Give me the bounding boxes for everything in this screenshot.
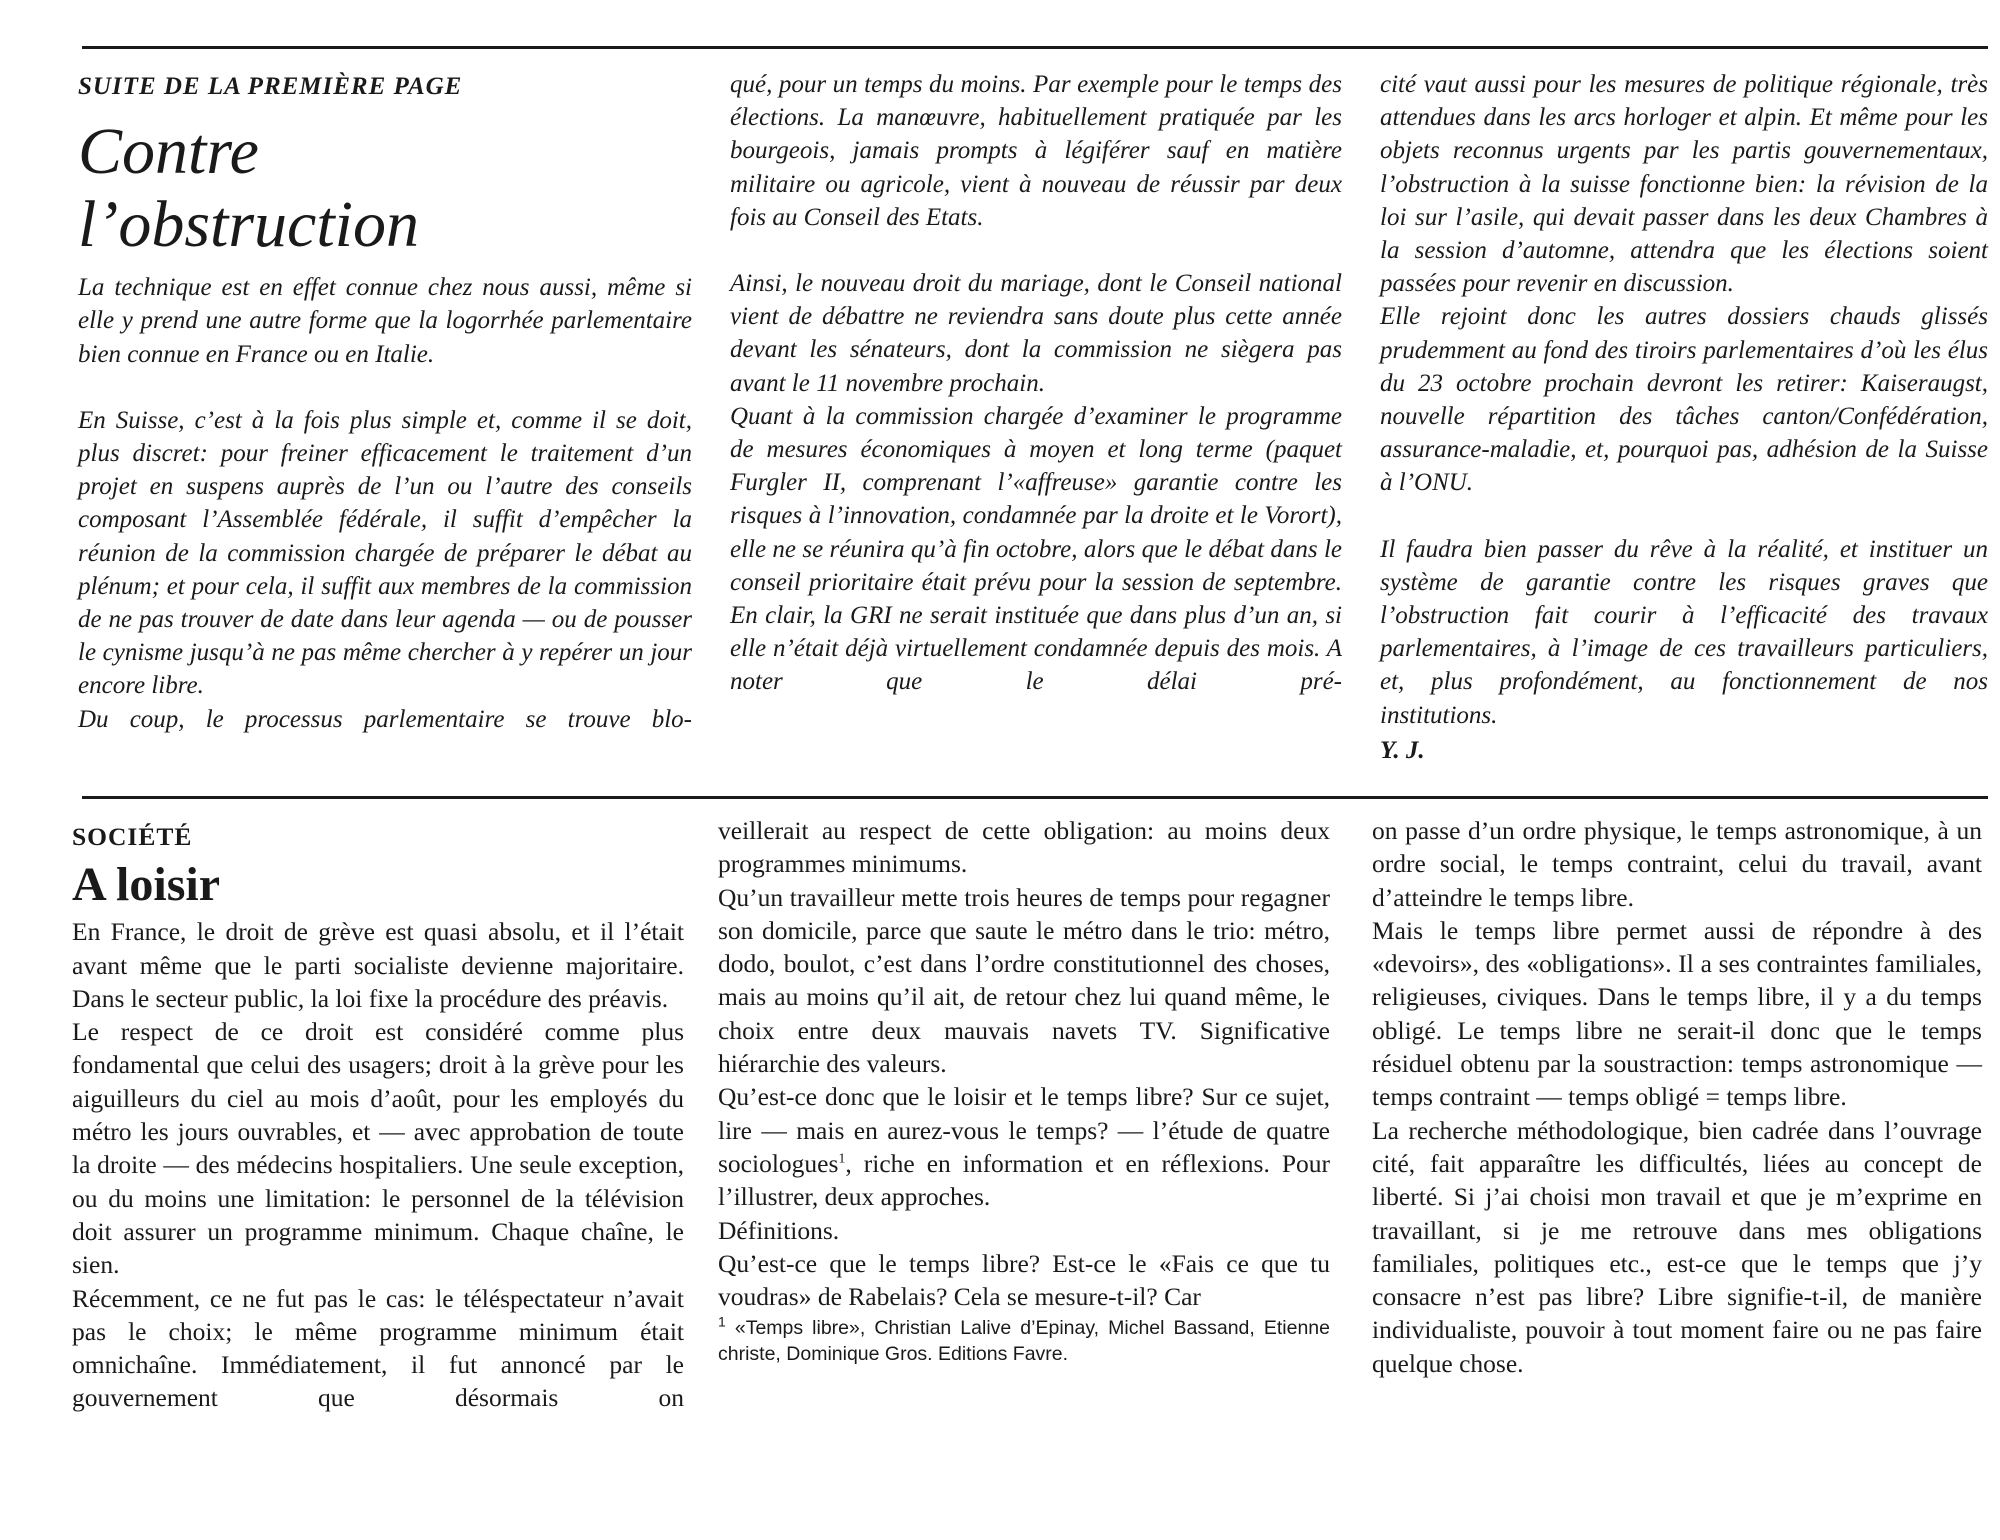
paragraph: Du coup, le processus parlementaire se trouve blo-	[78, 705, 692, 733]
paragraph: qué, pour un temps du moins. Par exemple pour le temps des élections. La manœuvre, habituellement pratiquée par les bourgeois, jamais prompts à légiférer sauf en matière militaire ou agricole, vient à nouveau de réussir par deux fois au Conseil des Etats.	[730, 71, 1342, 231]
section-divider-rule	[82, 796, 1988, 799]
top-rule	[82, 46, 1988, 49]
paragraph: En France, le droit de grève est quasi absolu, et il l’était avant même que le parti socialiste devienne majoritaire. Dans le secteur public, la loi fixe la procédure des préavis.	[72, 917, 684, 1013]
footnote-mark: 1	[718, 1313, 726, 1330]
footnote-ref: 1	[838, 1151, 846, 1167]
paragraph: on passe d’un ordre physique, le temps astronomique, à un ordre social, le temps contraint, celui du travail, avant d’atteindre le temps libre.	[1372, 816, 1982, 912]
headline-line2: l’obstruction	[78, 188, 419, 262]
paragraph-text: Qu’est-ce donc que le loisir et le temps libre? Sur ce sujet, lire — mais en aurez-vous le temps? — l’étude de quatre sociologues	[718, 1082, 1330, 1178]
paragraph: Définitions.	[718, 1215, 840, 1245]
top-article-col1	[78, 70, 692, 736]
paragraph: Il faudra bien passer du rêve à la réalité, et instituer un système de garantie contre les risques graves que l’obstruction fait courir à l’efficacité des travaux parlementaires, à l’image de ces travailleurs particuliers, et, plus profondément, au fonctionnement de nos institutions.	[1380, 535, 1988, 729]
paragraph: Récemment, ce ne fut pas le cas: le téléspectateur n’avait pas le choix; le même programme minimum était omnichaîne. Immédiatement, il fut annoncé par le gouvernement que désormais on	[72, 1283, 684, 1413]
bottom-article-kicker: SOCIÉTÉ	[72, 822, 193, 851]
top-article-col3	[1380, 68, 1988, 767]
footnote	[718, 1315, 1330, 1367]
paragraph: Qu’un travailleur mette trois heures de temps pour regagner son domicile, parce que saute le métro dans le trio: métro, dodo, boulot, c’est dans l’ordre constitutionnel des choses, mais au moins qu’il ait, de retour chez lui quand même, le choix entre deux mauvais navets TV. Significative hiérarchie des valeurs.	[718, 882, 1330, 1079]
top-article-col2	[730, 68, 1342, 699]
paragraph: Qu’est-ce que le temps libre? Est-ce le «Fais ce que tu voudras» de Rabelais? Cela se mesure-t-il? Car	[718, 1248, 1330, 1312]
paragraph: cité vaut aussi pour les mesures de politique régionale, très attendues dans les arcs horloger et alpin. Et même pour les objets reconnus urgents par les partis gouvernementaux, l’obstruction à la suisse fonctionne bien: la révision de la loi sur l’asile, qui devait passer dans les deux Chambres à la session d’automne, attendra que les élections soient passées pour revenir en discussion.	[1380, 71, 1988, 298]
bottom-article-col1	[72, 820, 684, 1415]
paragraph: veillerait au respect de cette obligation: au moins deux programmes minimums.	[718, 816, 1330, 879]
paragraph: La technique est en effet connue chez nous aussi, même si elle y prend une autre forme que la logorrhée parlementaire bien connue en France ou en Italie.	[78, 274, 692, 368]
bottom-article-headline: A loisir	[72, 858, 221, 912]
top-article-kicker: SUITE DE LA PREMIÈRE PAGE	[78, 73, 463, 100]
top-article-headline	[78, 115, 692, 261]
signature: Y. J.	[1380, 736, 1425, 764]
bottom-article-col2	[718, 814, 1330, 1367]
paragraph-with-note	[718, 1080, 1330, 1213]
paragraph: Mais le temps libre permet aussi de répondre à des «devoirs», des «obligations». Il a ses contraintes familiales, religieuses, civiques. Dans le temps libre, il y a du temps obligé. Le temps libre ne serait-il donc que le temps résiduel obtenu par la soustraction: temps astronomique — temps contraint — temps obligé = temps libre.	[1372, 915, 1982, 1112]
paragraph: En Suisse, c’est à la fois plus simple et, comme il se doit, plus discret: pour freiner efficacement le traitement d’un projet en suspens auprès de l’un ou l’autre des conseils composant l’Assemblée fédérale, il suffit d’empêcher la réunion de la commission chargée de préparer le débat au plénum; et pour cela, il suffit aux membres de la commission de ne pas trouver de date dans leur agenda — ou de pousser le cynisme jusqu’à ne pas même chercher à y repérer un jour encore libre.	[78, 406, 692, 700]
paragraph: Quant à la commission chargée d’examiner le programme de mesures économiques à moyen et long terme (paquet Furgler II, comprenant l’«affreuse» garantie contre les risques à l’innovation, condamnée par la droite et le Vorort), elle ne se réunira qu’à fin octobre, alors que le débat dans le conseil prioritaire était prévu pour la session de septembre. En clair, la GRI ne serait instituée que dans plus d’un an, si elle n’était déjà virtuellement condamnée depuis des mois. A noter que le délai pré-	[730, 402, 1342, 696]
paragraph: Ainsi, le nouveau droit du mariage, dont le Conseil national vient de débattre ne reviendra sans doute plus cette année devant les sénateurs, dont la commission ne siègera pas avant le 11 novembre prochain.	[730, 270, 1342, 397]
headline-line1: Contre	[78, 115, 259, 189]
bottom-article-col3	[1372, 814, 1982, 1380]
paragraph: Elle rejoint donc les autres dossiers chauds glissés prudemment au fond des tiroirs parlementaires d’où les élus du 23 octobre prochain devront les retirer: Kaiseraugst, nouvelle répartition des tâches canton/Confédération, assurance-maladie, et, pourquoi pas, adhésion de la Suisse à l’ONU.	[1380, 303, 1988, 497]
paragraph-text-cont: , riche en information et en réflexions. Pour l’illustrer, deux approches.	[718, 1148, 1330, 1212]
paragraph: Le respect de ce droit est considéré comme plus fondamental que celui des usagers; droit à la grève pour les aiguilleurs du ciel au mois d’août, pour les employés du métro les jours ouvrables, et — avec approbation de toute la droite — des médecins hospitaliers. Une seule exception, ou du moins une limitation: le personnel de la télévision doit assurer un programme minimum. Chaque chaîne, le sien.	[72, 1017, 684, 1280]
footnote-text: «Temps libre», Christian Lalive d’Epinay, Michel Bassand, Etienne christe, Dominique Gros. Editions Favre.	[718, 1317, 1330, 1366]
paragraph: La recherche méthodologique, bien cadrée dans l’ouvrage cité, fait apparaître les difficultés, liées au concept de liberté. Si j’ai choisi mon travail et que je m’exprime en travaillant, si je me retrouve dans mes obligations familiales, politiques etc., est-ce que le temps que j’y consacre n’est pas libre? Libre signifie-t-il, de manière individualiste, pouvoir à tout moment faire ou ne pas faire quelque chose.	[1372, 1115, 1982, 1378]
